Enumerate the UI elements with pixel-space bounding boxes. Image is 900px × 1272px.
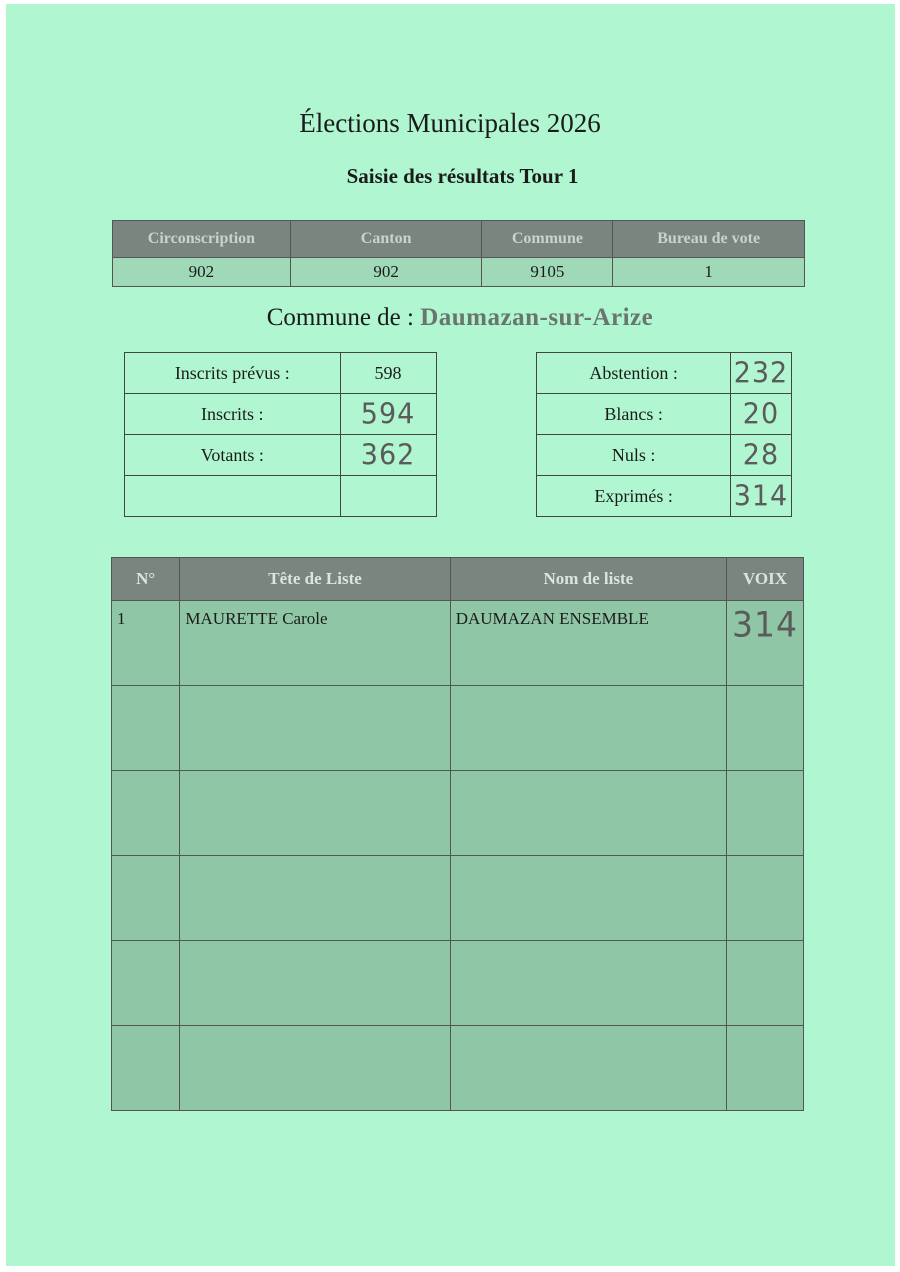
nuls-label: Nuls : [537,435,731,476]
list-voix [726,771,803,856]
list-tete: MAURETTE Carole [180,601,450,686]
stats-gap [436,476,537,517]
list-num: 1 [112,601,180,686]
list-voix [726,856,803,941]
list-tete [180,941,450,1026]
inscrits-cell [340,394,436,435]
list-nom [450,941,726,1026]
list-row [112,856,804,941]
list-nom [450,686,726,771]
stats-row [125,353,792,394]
inscrits-label: Inscrits : [125,394,341,435]
stats-gap [436,394,537,435]
inscrits-prevus-label: Inscrits prévus : [125,353,341,394]
num-header: N° [112,558,180,601]
list-nom: DAUMAZAN ENSEMBLE [450,601,726,686]
inscrits-value: 594 [360,397,416,431]
abstention-cell [730,353,791,394]
list-num [112,941,180,1026]
circonscription-header: Circonscription [113,221,291,258]
commune-name: Daumazan-sur-Arize [420,304,654,331]
list-num [112,686,180,771]
list-voix: 314 [731,604,798,645]
list-nom [450,856,726,941]
list-tete [180,686,450,771]
list-nom [450,1026,726,1111]
commune-prefix: Commune de : [266,304,414,331]
commune-value: 9105 [482,258,613,287]
stats-row [125,476,792,517]
voix-header: VOIX [726,558,803,601]
abstention-label: Abstention : [537,353,731,394]
list-voix [726,686,803,771]
lists-table [111,557,804,1111]
tete-header: Tête de Liste [180,558,450,601]
identifiers-header-row [113,221,805,258]
bureau-header: Bureau de vote [613,221,805,258]
list-voix-cell [726,601,803,686]
stats-row [125,394,792,435]
stats-gap [436,353,537,394]
exprimes-cell [730,476,791,517]
votants-cell [340,435,436,476]
list-row [112,1026,804,1111]
list-tete [180,771,450,856]
stats-table [124,352,792,517]
identifiers-table [112,220,805,287]
blancs-value: 20 [742,397,780,431]
inscrits-prevus-value: 598 [340,353,436,394]
exprimes-label: Exprimés : [537,476,731,517]
nuls-cell [730,435,791,476]
nom-header: Nom de liste [450,558,726,601]
empty-label-cell [125,476,341,517]
list-row [112,686,804,771]
commune-header: Commune [482,221,613,258]
commune-heading [0,304,900,332]
votants-value: 362 [360,438,416,472]
list-voix [726,1026,803,1111]
list-voix [726,941,803,1026]
canton-value: 902 [290,258,482,287]
list-row [112,601,804,686]
page-title: Élections Municipales 2026 [299,108,601,138]
canton-header: Canton [290,221,482,258]
blancs-cell [730,394,791,435]
circonscription-value: 902 [113,258,291,287]
votants-label: Votants : [125,435,341,476]
list-num [112,856,180,941]
stats-gap [436,435,537,476]
page-subtitle: Saisie des résultats Tour 1 [346,164,579,188]
identifiers-value-row [113,258,805,287]
lists-header-row [112,558,804,601]
nuls-value: 28 [742,438,780,472]
bureau-value: 1 [613,258,805,287]
list-num [112,1026,180,1111]
stats-row [125,435,792,476]
list-tete [180,856,450,941]
list-tete [180,1026,450,1111]
list-nom [450,771,726,856]
empty-value-cell [340,476,436,517]
abstention-value: 232 [733,356,789,390]
list-row [112,941,804,1026]
list-num [112,771,180,856]
exprimes-value: 314 [733,479,789,513]
list-row [112,771,804,856]
blancs-label: Blancs : [537,394,731,435]
